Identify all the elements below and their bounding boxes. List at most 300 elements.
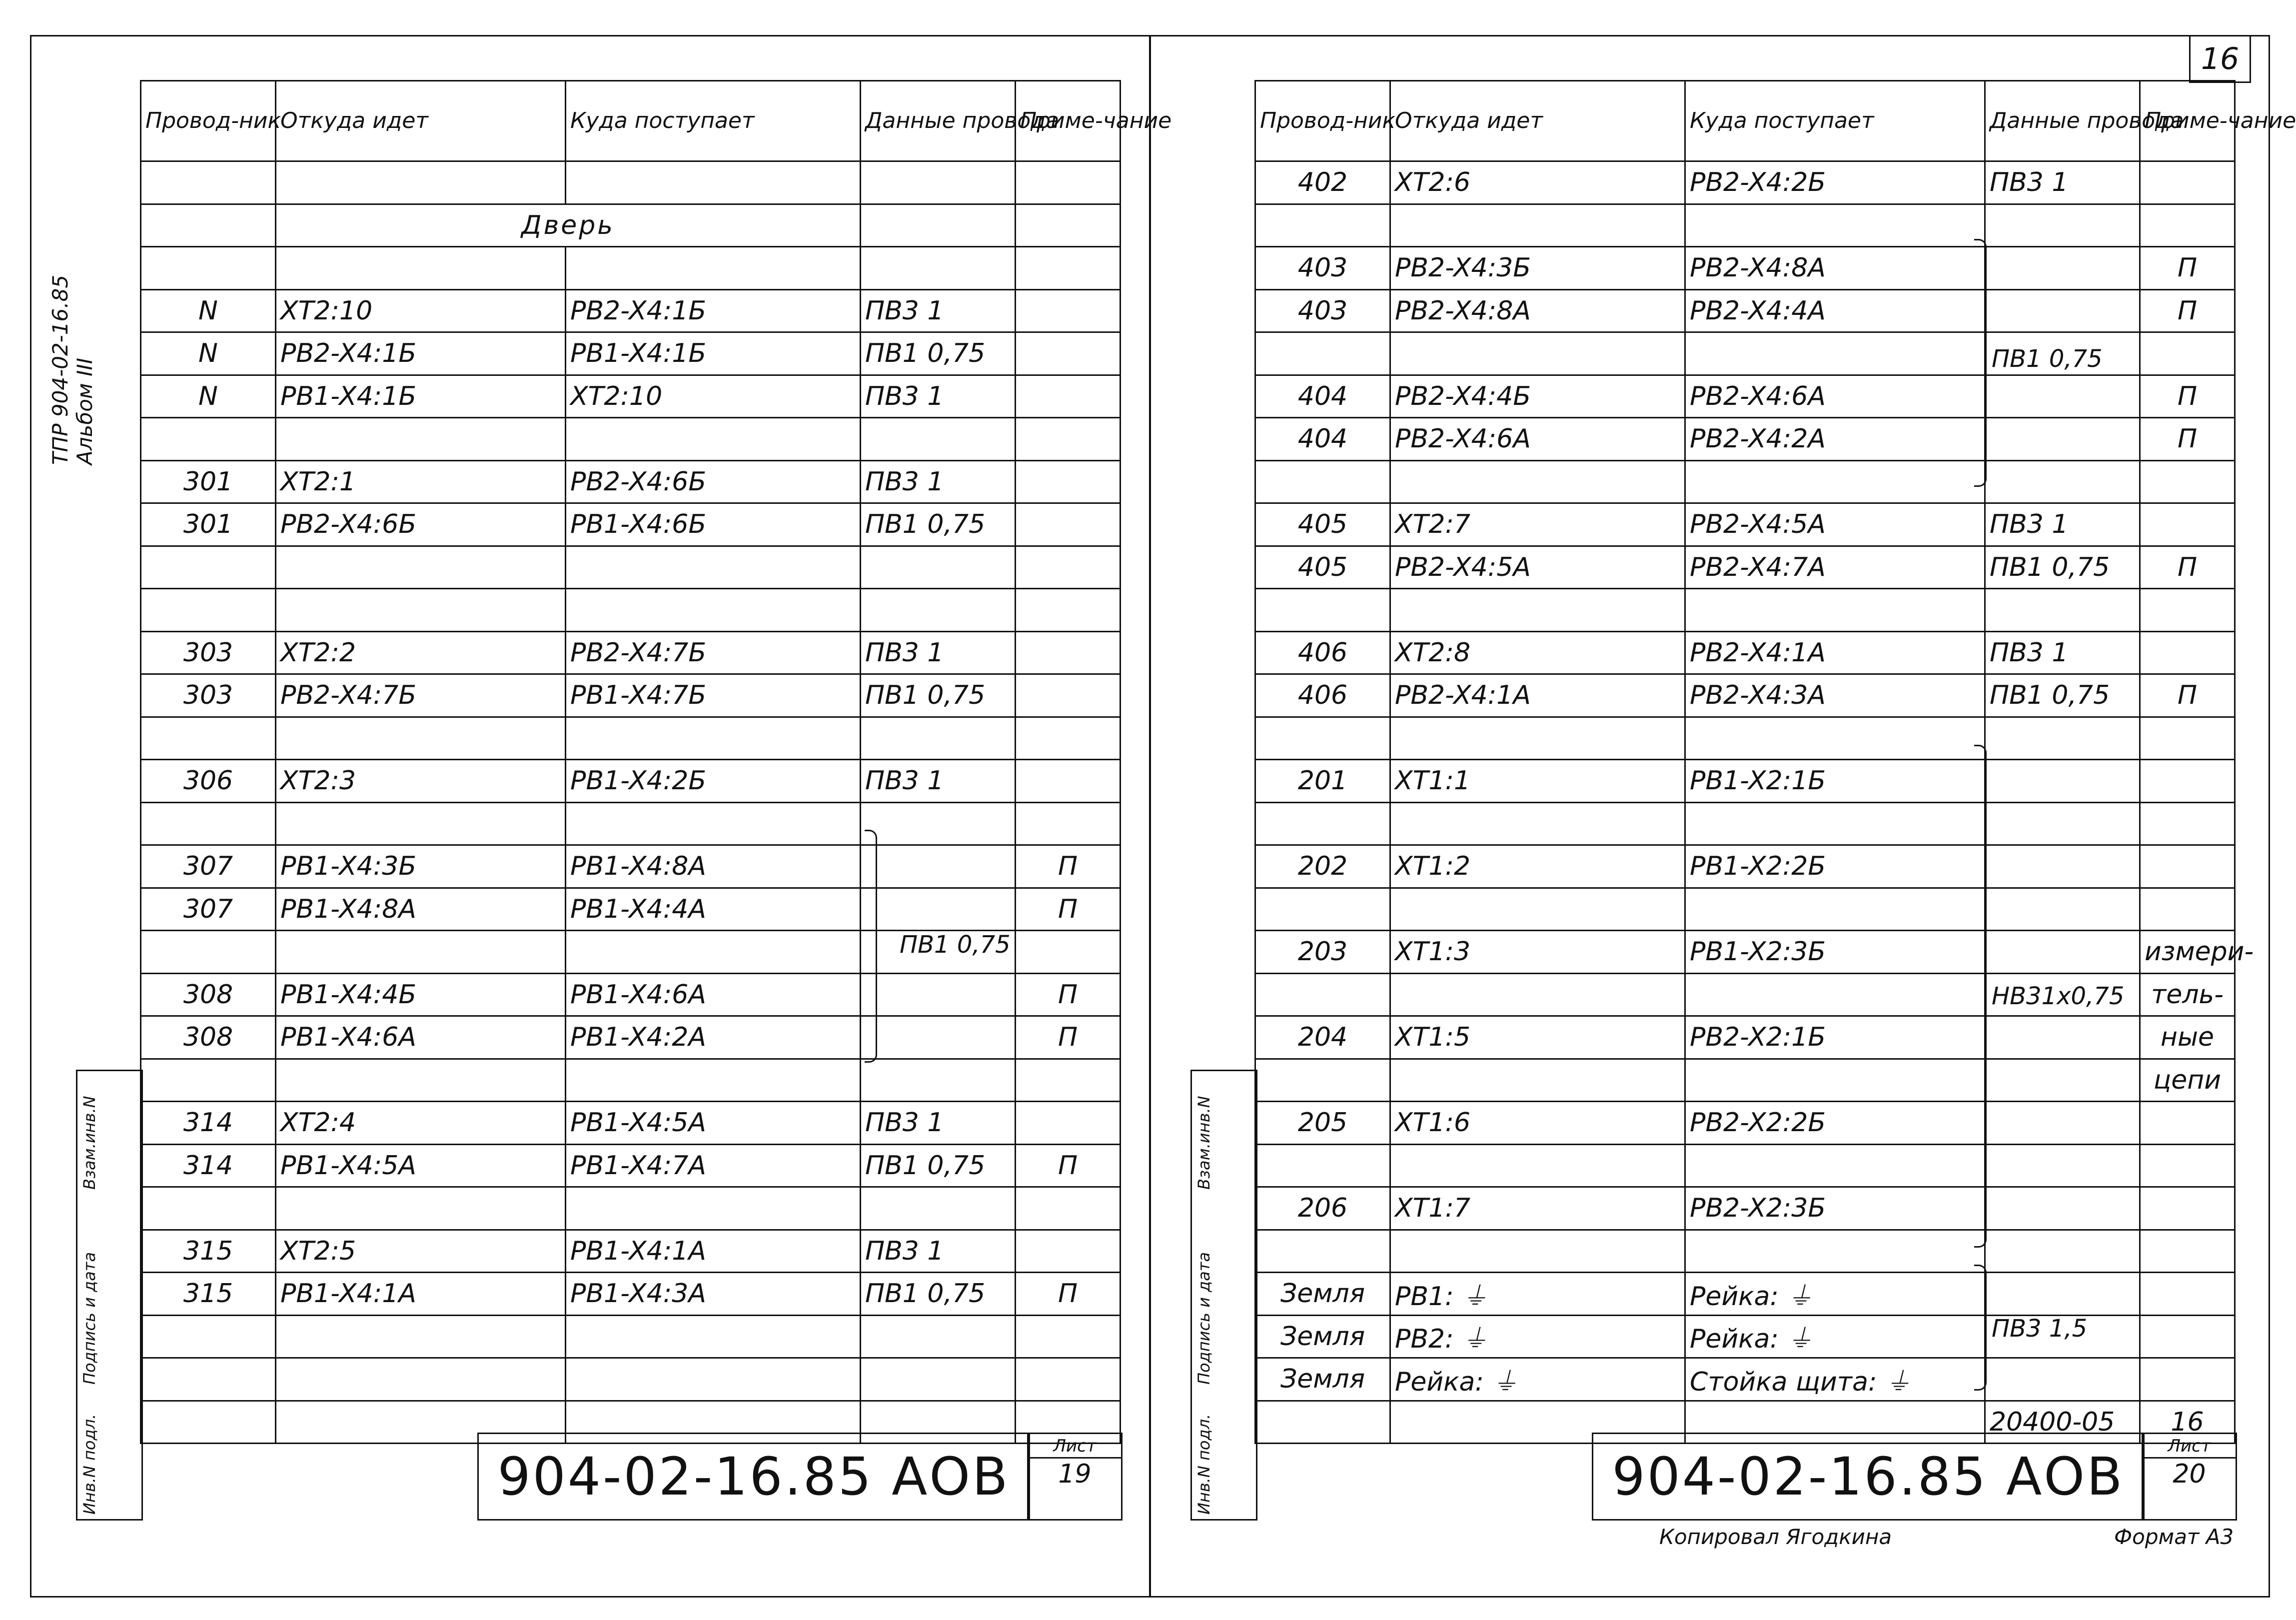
from-cell xyxy=(276,589,566,632)
wire-data-cell: ПВ3 1 xyxy=(861,460,1016,503)
from-cell xyxy=(276,418,566,461)
note-cell: П xyxy=(1016,1144,1121,1187)
table-row xyxy=(1255,845,2235,888)
table-row xyxy=(141,375,1121,418)
table-row xyxy=(141,460,1121,503)
table-row xyxy=(141,674,1121,717)
left-brace xyxy=(865,830,877,1063)
wire-data-cell xyxy=(1985,418,2140,461)
wire-cell xyxy=(141,1358,276,1401)
table-row xyxy=(1255,1230,2235,1273)
right-stamp: 904-02-16.85 АОВ xyxy=(1592,1433,2145,1521)
wire-data-cell: ПВ1 0,75 xyxy=(1985,546,2140,589)
left-stamp: 904-02-16.85 АОВ xyxy=(477,1433,1030,1521)
note-cell xyxy=(1016,204,1121,247)
wire-data-cell: ПВ1 0,75 xyxy=(861,674,1016,717)
table-row xyxy=(1255,1102,2235,1145)
to-cell xyxy=(566,1187,861,1230)
from-cell xyxy=(276,1059,566,1102)
table-row xyxy=(1255,674,2235,717)
to-cell: PB2-X2:1Б xyxy=(1685,1016,1985,1059)
from-cell: XT2:3 xyxy=(276,760,566,803)
note-cell: П xyxy=(1016,1273,1121,1316)
right-sheet-number: 20 xyxy=(2173,1459,2206,1489)
from-cell xyxy=(1390,973,1685,1016)
to-cell xyxy=(1685,332,1985,375)
wire-cell: 301 xyxy=(141,503,276,546)
header-to: Куда поступает xyxy=(1685,81,1985,161)
to-cell xyxy=(1685,717,1985,760)
note-cell xyxy=(1016,1187,1121,1230)
to-cell: PB1-X2:2Б xyxy=(1685,845,1985,888)
from-cell: XT2:10 xyxy=(276,289,566,332)
header-wire: Провод-ник xyxy=(1255,81,1390,161)
paper-format: Формат А3 xyxy=(2114,1525,2234,1549)
wire-cell xyxy=(141,589,276,632)
copied-by: Копировал Ягодкина xyxy=(1659,1525,1892,1549)
table-row xyxy=(1255,289,2235,332)
right-sheet-label: Лист xyxy=(2143,1436,2236,1459)
note-cell: П xyxy=(2140,418,2235,461)
wire-data-cell xyxy=(861,802,1016,845)
from-cell: Рейка: ⏚ xyxy=(1390,1358,1685,1401)
wire-data-cell: ПВ1 0,75 xyxy=(861,1144,1016,1187)
wire-cell: 303 xyxy=(141,631,276,674)
header-from: Откуда идет xyxy=(1390,81,1685,161)
right-brace-measure xyxy=(1974,745,1987,1248)
header-from: Откуда идет xyxy=(276,81,566,161)
to-cell xyxy=(566,717,861,760)
note-cell xyxy=(2140,631,2235,674)
wire-data-cell: ПВ3 1 xyxy=(861,1102,1016,1145)
wire-cell: 303 xyxy=(141,674,276,717)
table-row xyxy=(141,845,1121,888)
wire-cell xyxy=(1255,973,1390,1016)
table-row xyxy=(141,503,1121,546)
wire-data-cell: ПВ3 1 xyxy=(861,289,1016,332)
page-number: 16 xyxy=(2189,35,2251,83)
from-cell xyxy=(276,931,566,974)
wire-cell xyxy=(1255,717,1390,760)
from-cell xyxy=(1390,717,1685,760)
from-cell: XT2:4 xyxy=(276,1102,566,1145)
to-cell: Рейка: ⏚ xyxy=(1685,1273,1985,1316)
wire-cell: 405 xyxy=(1255,503,1390,546)
left-wire-table xyxy=(140,80,1172,1444)
from-cell xyxy=(276,1358,566,1401)
to-cell xyxy=(566,1315,861,1358)
to-cell: PB2-X4:7Б xyxy=(566,631,861,674)
from-cell xyxy=(1390,204,1685,247)
from-cell: PB2-X4:6А xyxy=(1390,418,1685,461)
to-cell: PB1-X4:1А xyxy=(566,1230,861,1273)
wire-data-cell xyxy=(1985,1016,2140,1059)
wire-data-cell xyxy=(861,589,1016,632)
from-cell xyxy=(1390,802,1685,845)
wire-cell xyxy=(141,717,276,760)
wire-cell: 404 xyxy=(1255,418,1390,461)
from-cell: PB2-X4:3Б xyxy=(1390,247,1685,290)
table-row xyxy=(1255,717,2235,760)
wire-cell xyxy=(1255,1230,1390,1273)
table-row xyxy=(1255,631,2235,674)
note-cell: П xyxy=(2140,674,2235,717)
to-cell: PB2-X4:2А xyxy=(1685,418,1985,461)
table-row xyxy=(1255,204,2235,247)
note-cell xyxy=(2140,1315,2235,1358)
table-row xyxy=(1255,161,2235,204)
wire-cell: Земля xyxy=(1255,1358,1390,1401)
table-row xyxy=(141,1102,1121,1145)
from-cell: XT2:7 xyxy=(1390,503,1685,546)
from-cell xyxy=(1390,888,1685,931)
from-cell: PB2-X4:7Б xyxy=(276,674,566,717)
from-cell: XT2:1 xyxy=(276,460,566,503)
to-cell xyxy=(566,802,861,845)
wire-cell: 203 xyxy=(1255,931,1390,974)
note-cell xyxy=(1016,631,1121,674)
wire-data-cell xyxy=(1985,717,2140,760)
from-cell xyxy=(276,1187,566,1230)
left-strip-inv: Инв.N подл. xyxy=(80,1414,99,1515)
note-cell xyxy=(1016,1102,1121,1145)
wire-data-cell xyxy=(1985,204,2140,247)
to-cell xyxy=(566,546,861,589)
wire-cell: 301 xyxy=(141,460,276,503)
wire-data-cell: 20400-05 xyxy=(1985,1401,2140,1444)
wire-data-cell xyxy=(861,1016,1016,1059)
note-cell xyxy=(2140,589,2235,632)
table-row xyxy=(141,289,1121,332)
from-cell: PB2-X4:1Б xyxy=(276,332,566,375)
wire-data-cell xyxy=(861,717,1016,760)
note-cell xyxy=(1016,247,1121,290)
right-strip-inv: Инв.N подл. xyxy=(1194,1414,1213,1515)
album-code: ТПР 904-02-16.85 xyxy=(48,274,72,465)
wire-data-cell: ПВ1 0,75 xyxy=(861,332,1016,375)
table-row xyxy=(141,1273,1121,1316)
note-cell: цепи xyxy=(2140,1059,2235,1102)
table-row xyxy=(1255,503,2235,546)
from-cell: XT2:8 xyxy=(1390,631,1685,674)
to-cell xyxy=(566,247,861,290)
wire-data-cell xyxy=(1985,1358,2140,1401)
note-cell xyxy=(2140,161,2235,204)
note-cell: тель- xyxy=(2140,973,2235,1016)
note-cell xyxy=(2140,1230,2235,1273)
from-cell: XT1:6 xyxy=(1390,1102,1685,1145)
to-cell: PB1-X2:3Б xyxy=(1685,931,1985,974)
right-brace-ground-label: ПВ3 1,5 xyxy=(1992,1315,2088,1343)
wire-data-cell: ПВ3 1 xyxy=(861,760,1016,803)
note-cell xyxy=(1016,717,1121,760)
table-row xyxy=(141,631,1121,674)
wire-cell xyxy=(1255,802,1390,845)
note-cell xyxy=(1016,674,1121,717)
left-sheet-label: Лист xyxy=(1029,1436,1121,1459)
note-cell xyxy=(1016,802,1121,845)
wire-cell: 402 xyxy=(1255,161,1390,204)
note-cell xyxy=(2140,503,2235,546)
to-cell: PB2-X4:5А xyxy=(1685,503,1985,546)
to-cell: PB2-X4:1А xyxy=(1685,631,1985,674)
table-row xyxy=(141,1358,1121,1401)
header-wire-data: Данные провода xyxy=(1985,81,2140,161)
to-cell: PB1-X4:8А xyxy=(566,845,861,888)
wire-cell: 308 xyxy=(141,1016,276,1059)
from-cell xyxy=(1390,1059,1685,1102)
from-cell: PB1-X4:6А xyxy=(276,1016,566,1059)
to-cell xyxy=(566,1358,861,1401)
wire-cell: 406 xyxy=(1255,631,1390,674)
from-cell xyxy=(1390,589,1685,632)
wire-data-cell xyxy=(1985,247,2140,290)
note-cell xyxy=(2140,1358,2235,1401)
right-brace-power-label: ПВ1 0,75 xyxy=(1992,345,2103,373)
right-wire-table xyxy=(1254,80,2296,1444)
to-cell: PB2-X2:3Б xyxy=(1685,1187,1985,1230)
from-cell: XT2:5 xyxy=(276,1230,566,1273)
wire-cell: 315 xyxy=(141,1273,276,1316)
table-row xyxy=(1255,1315,2235,1358)
album-number: Альбом III xyxy=(72,357,97,465)
note-cell xyxy=(1016,546,1121,589)
table-row xyxy=(141,1315,1121,1358)
right-brace-measure-label: НВ31х0,75 xyxy=(1992,982,2125,1010)
table-row xyxy=(1255,1144,2235,1187)
note-cell xyxy=(1016,161,1121,204)
to-cell xyxy=(1685,802,1985,845)
note-cell xyxy=(2140,802,2235,845)
left-strip-sign: Подпись и дата xyxy=(80,1252,99,1385)
note-cell: П xyxy=(2140,247,2235,290)
wire-data-cell xyxy=(1985,802,2140,845)
note-cell: П xyxy=(1016,1016,1121,1059)
to-cell: PB2-X4:1Б xyxy=(566,289,861,332)
table-row xyxy=(1255,418,2235,461)
to-cell xyxy=(1685,204,1985,247)
from-cell xyxy=(1390,1144,1685,1187)
from-cell xyxy=(1390,332,1685,375)
table-row xyxy=(1255,1059,2235,1102)
wire-cell xyxy=(1255,204,1390,247)
wire-cell xyxy=(141,1059,276,1102)
to-cell xyxy=(566,161,861,204)
from-cell: PB1-X4:1Б xyxy=(276,375,566,418)
from-cell: XT1:3 xyxy=(1390,931,1685,974)
wire-cell xyxy=(1255,332,1390,375)
table-row xyxy=(1255,1016,2235,1059)
wire-cell: 201 xyxy=(1255,760,1390,803)
table-row xyxy=(141,1016,1121,1059)
to-cell xyxy=(1685,460,1985,503)
note-cell xyxy=(1016,1230,1121,1273)
header-wire: Провод-ник xyxy=(141,81,276,161)
from-cell xyxy=(276,247,566,290)
wire-cell xyxy=(141,1187,276,1230)
note-cell xyxy=(1016,375,1121,418)
wire-cell: 205 xyxy=(1255,1102,1390,1145)
from-cell xyxy=(276,546,566,589)
table-row xyxy=(141,1187,1121,1230)
wire-data-cell: ПВ1 0,75 xyxy=(1985,674,2140,717)
note-cell xyxy=(2140,845,2235,888)
wire-cell: 403 xyxy=(1255,247,1390,290)
wire-data-cell: ПВ1 0,75 xyxy=(861,1273,1016,1316)
note-cell xyxy=(2140,1187,2235,1230)
wire-data-cell xyxy=(861,1187,1016,1230)
wire-cell xyxy=(1255,888,1390,931)
wire-data-cell: ПВ3 1 xyxy=(1985,161,2140,204)
left-table-header xyxy=(141,81,1121,161)
table-row xyxy=(1255,375,2235,418)
wire-cell: Земля xyxy=(1255,1315,1390,1358)
right-brace-power xyxy=(1974,239,1987,487)
note-cell xyxy=(2140,332,2235,375)
note-cell xyxy=(1016,332,1121,375)
header-wire-data: Данные провода xyxy=(861,81,1016,161)
to-cell: PB2-X4:2Б xyxy=(1685,161,1985,204)
note-cell: П xyxy=(1016,845,1121,888)
wire-data-cell xyxy=(1985,460,2140,503)
wire-cell: 406 xyxy=(1255,674,1390,717)
wire-data-cell xyxy=(1985,375,2140,418)
right-strip-sign: Подпись и дата xyxy=(1194,1252,1213,1385)
from-cell: XT1:7 xyxy=(1390,1187,1685,1230)
to-cell: PB2-X4:6А xyxy=(1685,375,1985,418)
wire-data-cell xyxy=(1985,289,2140,332)
from-cell xyxy=(276,161,566,204)
wire-cell xyxy=(141,802,276,845)
wire-data-cell: ПВ3 1 xyxy=(861,631,1016,674)
note-cell xyxy=(2140,1144,2235,1187)
to-cell: PB1-X4:7Б xyxy=(566,674,861,717)
to-cell: PB1-X4:3А xyxy=(566,1273,861,1316)
wire-data-cell xyxy=(861,1315,1016,1358)
wire-cell xyxy=(1255,460,1390,503)
wire-data-cell xyxy=(861,888,1016,931)
to-cell: PB1-X2:1Б xyxy=(1685,760,1985,803)
to-cell: PB1-X4:6Б xyxy=(566,503,861,546)
wire-cell: N xyxy=(141,289,276,332)
table-row xyxy=(1255,460,2235,503)
wire-cell: 314 xyxy=(141,1102,276,1145)
note-cell xyxy=(1016,418,1121,461)
wire-cell: 403 xyxy=(1255,289,1390,332)
wire-data-cell xyxy=(1985,1230,2140,1273)
note-cell: П xyxy=(2140,375,2235,418)
wire-data-cell: ПВ3 1 xyxy=(1985,503,2140,546)
to-cell: PB1-X4:6А xyxy=(566,973,861,1016)
from-cell: PB1-X4:8А xyxy=(276,888,566,931)
wire-data-cell xyxy=(1985,1273,2140,1316)
to-cell: PB1-X4:1Б xyxy=(566,332,861,375)
to-cell xyxy=(566,1059,861,1102)
wire-cell xyxy=(1255,1401,1390,1444)
wire-data-cell xyxy=(861,973,1016,1016)
table-row xyxy=(1255,1187,2235,1230)
to-cell: PB2-X4:3А xyxy=(1685,674,1985,717)
to-cell: PB2-X4:6Б xyxy=(566,460,861,503)
note-cell xyxy=(1016,931,1121,974)
from-cell: PB2: ⏚ xyxy=(1390,1315,1685,1358)
table-row xyxy=(141,247,1121,290)
wire-data-cell xyxy=(1985,845,2140,888)
table-row xyxy=(1255,1273,2235,1316)
from-cell: PB1-X4:1А xyxy=(276,1273,566,1316)
wire-data-cell xyxy=(1985,760,2140,803)
note-cell xyxy=(2140,204,2235,247)
wire-data-cell: ПВ1 0,75 xyxy=(861,503,1016,546)
to-cell xyxy=(1685,1230,1985,1273)
table-row xyxy=(141,888,1121,931)
wire-cell: 202 xyxy=(1255,845,1390,888)
table-row xyxy=(1255,1358,2235,1401)
table-row xyxy=(141,1059,1121,1102)
to-cell: Стойка щита: ⏚ xyxy=(1685,1358,1985,1401)
note-cell xyxy=(2140,760,2235,803)
to-cell xyxy=(1685,589,1985,632)
table-row xyxy=(141,802,1121,845)
wire-data-cell: ПВ3 1 xyxy=(1985,631,2140,674)
right-sheet-box xyxy=(2142,1433,2237,1521)
from-cell xyxy=(276,802,566,845)
note-cell: 16 xyxy=(2140,1401,2235,1444)
wire-cell: 306 xyxy=(141,760,276,803)
note-cell xyxy=(1016,503,1121,546)
left-sheet-box xyxy=(1027,1433,1123,1521)
wire-cell xyxy=(141,1401,276,1444)
table-row xyxy=(1255,589,2235,632)
wire-data-cell xyxy=(1985,1102,2140,1145)
from-cell: PB2-X4:8А xyxy=(1390,289,1685,332)
from-cell: XT1:2 xyxy=(1390,845,1685,888)
note-cell xyxy=(1016,1358,1121,1401)
to-cell: PB2-X4:4А xyxy=(1685,289,1985,332)
to-cell xyxy=(1685,1059,1985,1102)
to-cell: PB1-X4:2Б xyxy=(566,760,861,803)
wire-data-cell xyxy=(861,247,1016,290)
to-cell: PB1-X4:5А xyxy=(566,1102,861,1145)
wire-cell xyxy=(141,1315,276,1358)
wire-cell: Земля xyxy=(1255,1273,1390,1316)
table-row xyxy=(141,589,1121,632)
wire-data-cell xyxy=(1985,1187,2140,1230)
wire-cell: 308 xyxy=(141,973,276,1016)
wire-cell xyxy=(141,546,276,589)
table-row xyxy=(141,332,1121,375)
to-cell: PB1-X4:4А xyxy=(566,888,861,931)
wire-cell: 307 xyxy=(141,845,276,888)
note-cell: П xyxy=(1016,888,1121,931)
table-row xyxy=(1255,931,2235,974)
from-cell: XT1:1 xyxy=(1390,760,1685,803)
table-row xyxy=(141,760,1121,803)
note-cell xyxy=(2140,1273,2235,1316)
from-cell: XT2:2 xyxy=(276,631,566,674)
from-cell: XT2:6 xyxy=(1390,161,1685,204)
from-cell: PB1-X4:3Б xyxy=(276,845,566,888)
left-strip-repl: Взам.инв.N xyxy=(80,1096,99,1190)
to-cell xyxy=(566,589,861,632)
table-row xyxy=(141,546,1121,589)
wire-data-cell xyxy=(861,845,1016,888)
note-cell xyxy=(1016,760,1121,803)
wire-data-cell xyxy=(1985,888,2140,931)
right-brace-ground xyxy=(1974,1265,1987,1391)
wire-cell xyxy=(141,204,276,247)
to-cell xyxy=(566,931,861,974)
